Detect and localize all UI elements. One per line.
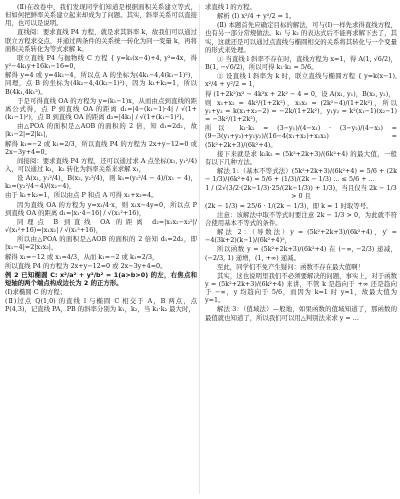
- left-column-paragraph: 设 A(x₁, y₁²/4)，B(x₂, y₂²/4)，则 k₁=(y₁²/4 − 4)/(x₁ − 4)，k₂=(y₂²/4−4)/(x₂−4)，: [5, 174, 197, 191]
- right-column-paragraph: (Ⅱ) 本题首先应确定目标的解法，可与(Ⅰ)一样先求得直线方程，也有另一部分常规做法。k₁ 与 k₂ 的表达式后不能再求解下去了，其实，这就还是可以通过点直线与椭圆相交的关系将其转化与一个变量的形式来处理。: [205, 21, 397, 54]
- left-column-paragraph: 间接阅：要求直线 P4 方程，还可以通过求 A 点坐标(x₁, y₁²/4)入，可以通过 k₁，k₂ 转化为斜率关系来求解 x₁，: [5, 156, 197, 173]
- left-column-paragraph: (Ⅱ)过点 Q(1,0) 的直线 l 与椭圆 C 相交于 A，B 两点，点 P(4,3)，记直线 PA，PB 的斜率分别为 k₁，k₂，当 k₁·k₂ 最大时，: [5, 297, 197, 314]
- right-column-paragraph: ① 当直线 l 斜率不存在时，直线方程为 x=1，得 A(1, √6/2)，B(1, −√6/2)，所以可得 k₁·k₂ = 5/6。: [205, 54, 397, 72]
- left-column-paragraph: 例 2 已知椭圆 C: x²/a² + y²/b² = 1(a>b>0) 的左，右焦点和短轴的两个端点构成边长为 2 的正方形。: [5, 270, 197, 287]
- left-column-paragraph: 由于 k₁+k₂=1，所以由点 P 和点 A 可得 x₁+x₂=4。: [5, 191, 158, 200]
- left-column-paragraph: 联立直线 P4 与抛物线 C 方程 { y=k₁(x−4)+4, y²=4x，得 y²−4k₁y+16k₁−16=0，: [5, 53, 197, 71]
- left-column-paragraph: 于是可得直线 OA 的方程为 y=(k₁−1)x，从而由点到直线的距离公式得，点 P 到直线 OA 的距离 d₁=|4−(k₁−1)·4| / √(1+(k₁−1)²)，点 B 到直线 OA 的距离 d₂=|4k₁| / √(1+(k₁−1)²)。: [5, 96, 197, 122]
- right-column-paragraph: 求直线 l 的方程。: [205, 3, 256, 11]
- right-column-paragraph: 解析 (Ⅰ) x²/4 + y²/2 = 1。: [217, 12, 296, 21]
- right-column-paragraph: 至此，同学们不免产生疑问：函数不存在最大值啊！: [217, 262, 364, 271]
- left-column-paragraph: 解得 k₁=−2 或 k₁=2/3，所以直线 P4 的方程为 2x+y−12=0 或 2x−3y+4=0。: [5, 139, 197, 156]
- left-column-paragraph: 同理点 B 到直线 OA 的距离 d₂=|x₁x₂−x₂²|/√(x₁²+16)=|x₁x₂| / √(x₁²+16)，: [5, 217, 197, 235]
- right-column-paragraph: 注意：该解法中取不等式时要注意 2k − 1/3 > 0，为此就不符合使用基本不等式的条件。: [205, 210, 397, 227]
- left-column-paragraph: 直线阅：要求直线 P4 方程，就是求其斜率 k，故我们可以通过联立方程求交点，并通过两条件的关系统一转化为同一变量 k，再将面积关系转化为等式求解 k。: [5, 28, 197, 53]
- right-column-paragraph: 得 (1+2k²)x² − 4k²x + 2k² − 4 = 0，设 A(x₁, y₁)，B(x₂, y₂)，: [205, 89, 395, 98]
- left-column-paragraph: 解得 x₁=−12 或 x₁=4/3，从而 k₁=−2 或 k₁=2/3，: [5, 252, 159, 261]
- right-column-paragraph: 解法 1：（基本不等式法）(5k²+2k+3)/(6k²+4) = 5/6 + (2k − 1/3)/(6k²+4) = 5/6 + (1/3)/(2k − 1/3) ... ≤ 5/6 + ...: [205, 166, 397, 184]
- right-column-paragraph: ② 设直线 l 斜率为 k 时，联立直线与椭圆方程 { y=k(x−1), x²/4 + y²/2 = 1，: [205, 72, 397, 89]
- right-column: [205, 3, 397, 323]
- left-column-paragraph: 因为直线 OA 的方程为 y=x₁/4·x，则 x₁x−4y=0，所以点 P 到直线 OA 的距离 d₁=|x₁·4−16| / √(x₁²+16)，: [5, 200, 197, 217]
- left-column-paragraph: 所以直线 P4 的方程为 2x+y−12=0 或 2x−3y+4=0。: [5, 261, 167, 270]
- right-column-paragraph: 所以函数 y = (5k²+2k+3)/(6k²+4) 在 (−∞, −2/3) 递减，(−2/3, 1) 递增，(1, +∞) 递减。: [205, 245, 397, 262]
- left-column-paragraph: 由△POA 的面积是△AOB 的面积的 2 倍，知 d₁=2d₂，故 |k₁−2|=2|k₁|，: [5, 122, 197, 139]
- right-column-paragraph: 则 x₁+x₂ = 4k²/(1+2k²)，x₁x₂ = (2k²−4)/(1+2k²)，所以 y₁+y₂ = k(x₁+x₂−2) = −2k/(1+2k²)，y₁y₂ = k²(x₁−1)(x₂−1) = −3k²/(1+2k²)，: [205, 98, 397, 124]
- right-column-paragraph: 所以 k₁·k₂ = (3−y₁)/(4−x₁) · (3−y₂)/(4−x₂) = (9−3(y₁+y₂)+y₁y₂)/(16−4(x₁+x₂)+x₁x₂) = (5k²+2k+3)/(6k²+4)。: [205, 124, 397, 149]
- right-column-paragraph: 解法 3：（值域法）—般地，如果函数的值域知道了，那函数的最值就也知道了，所以我们可以用△判别法来求 y = ...: [205, 305, 397, 322]
- left-column: [5, 3, 197, 315]
- left-column-paragraph: (Ⅰ)求椭圆 C 的方程；: [5, 288, 67, 297]
- right-column-paragraph: 解法 2：（导数法）y = (5k²+2k+3)/(6k²+4)，y′ = −4(3k+2)(k−1)/(6k²+4)²，: [205, 228, 397, 245]
- left-column-paragraph: (Ⅱ)在改卷中，我们发现同学们知道是根据面积关系建立等式，但如何把鲜率关系建立起来却成为了问题。其实，斜率关系可以直接用，也可以是说明。: [5, 3, 197, 28]
- left-column-paragraph: 解得 y=4 或 y=4k₁−4，所以点 A 的坐标为(4k₁−4,4(k₁−1)²)，同理，点 B 的坐标为(4k₂−4,4(k₂−1)²)，因为 k₁+k₂=1，所以 B(4k₁,4k₁²)。: [5, 71, 197, 96]
- right-column-paragraph: 接下来就是求 k₁k₂ = (5k²+2k+3)/(6k²+4) 的最大值，一般有以下几种方法。: [205, 149, 397, 166]
- column-divider: [199, 4, 200, 494]
- right-column-paragraph: 1 / (2√(3/2·(2k−1/3)·25/(2k−1/3)) + 1/3)，当且仅当 2k − 1/3 > 0 且: [205, 184, 397, 201]
- right-column-paragraph: 其实，这也说明里我们不必须要解决的问题，事实上，对于函数 y = (5k²+2k+3)/(6k²+4) 来讲，不管 k 是趋向于 +∞ 还是趋向于 −∞，y 均趋向于 5/6，而因为 k=1 时 y=1，故最大值为 y=1。: [205, 271, 397, 305]
- left-column-paragraph: 所以由△POA 的面积是△AOB 的面积的 2 倍知 d₁=2d₂，即 |x₁−4|=2|x₁x₂|，: [5, 235, 197, 252]
- right-column-paragraph: (2k − 1/3) = 25/6 · 1/(2k − 1/3)，即 k = 1 时取等号。: [205, 201, 373, 210]
